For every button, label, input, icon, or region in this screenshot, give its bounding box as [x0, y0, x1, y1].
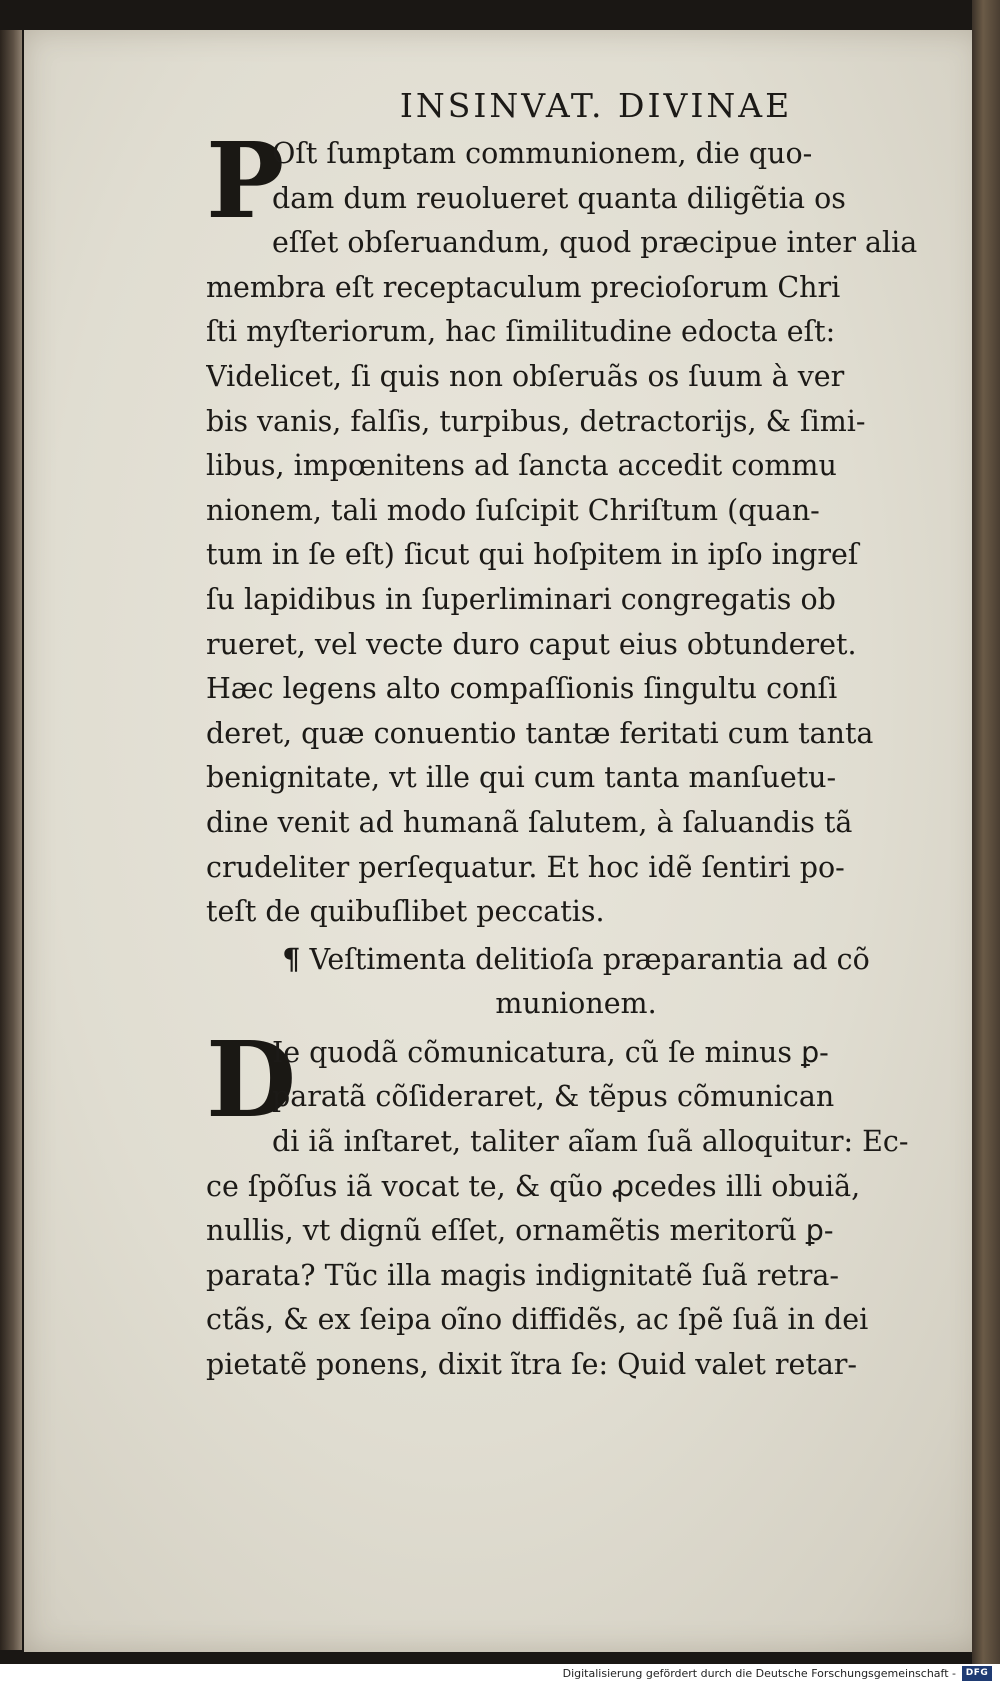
text-line: pietatẽ ponens, dixit ĩtra ſe: Quid valet retar- — [206, 1348, 858, 1382]
pilcrow-icon: ¶ — [282, 941, 301, 976]
text-line: Oſt ſumptam communionem, die quo- — [272, 137, 813, 170]
text-line: parata? Tũc illa magis indignitatẽ ſuã retra- — [206, 1258, 839, 1292]
text-line: Hæc legens alto compaſſionis ſingultu conſi — [206, 672, 838, 706]
section-heading-line-2: munionem. — [495, 987, 657, 1021]
text-line: Videlicet, ſi quis non obſeruãs os ſuum à ver — [206, 359, 845, 393]
text-line: teſt de quibuſlibet peccatis. — [206, 895, 605, 929]
text-line: dam dum reuolueret quanta diligẽtia os — [272, 181, 846, 215]
text-line: paratã cõſideraret, & tẽpus cõmunican — [272, 1080, 835, 1114]
text-line: crudeliter perſequatur. Et hoc idẽ ſentiri po- — [206, 850, 845, 884]
text-block — [206, 86, 946, 1388]
text-line: Ie quodã cõmunicatura, cũ ſe minus ꝑ- — [272, 1035, 829, 1069]
page-leaf — [24, 30, 982, 1652]
text-line: benignitate, vt ille qui cum tanta manſuetu- — [206, 761, 837, 795]
text-line: deret, quæ conuentio tantæ feritati cum tanta — [206, 716, 874, 750]
book-edge-right — [972, 0, 1000, 1686]
paragraph-2 — [206, 1017, 946, 1388]
text-line: dine venit ad humanã ſalutem, à ſaluandis tã — [206, 805, 853, 839]
text-line: ſu lapidibus in ſuperliminari congregatis ob — [206, 582, 836, 616]
text-line: libus, impœnitens ad ſancta accedit commu — [206, 449, 837, 483]
drop-initial-d: D — [206, 1017, 297, 1141]
text-line: membra eſt receptaculum precioſorum Chri — [206, 270, 841, 304]
drop-initial-p: P — [206, 119, 285, 242]
paragraph-1 — [206, 119, 946, 935]
text-line: tum in ſe eſt) ſicut qui hoſpitem in ipſo ingreſ — [206, 538, 859, 572]
text-line: ce ſpõſus iã vocat te, & qũo ꝓcedes illi obuiã, — [206, 1169, 861, 1203]
digitization-credit: Digitalisierung gefördert durch die Deutsche Forschungsgemeinschaft - — [562, 1667, 956, 1680]
running-head: INSINVAT. DIVINAE — [399, 86, 793, 125]
dfg-logo: DFG — [962, 1666, 992, 1681]
text-line: ſti myſteriorum, hac ſimilitudine edocta eſt: — [206, 315, 836, 349]
text-line: di iã inſtaret, taliter aĩam ſuã alloquitur: Ec- — [272, 1125, 909, 1159]
section-heading-line-1: Veſtimenta delitioſa præparantia ad cõ — [309, 942, 870, 976]
text-line: eſſet obſeruandum, quod præcipue inter alia — [272, 226, 918, 260]
book-edge-left — [0, 30, 22, 1650]
section-heading — [206, 937, 946, 1027]
text-line: ctãs, & ex ſeipa oĩno diffidẽs, ac ſpẽ ſuã in dei — [206, 1303, 869, 1337]
text-line: rueret, vel vecte duro caput eius obtunderet. — [206, 627, 857, 661]
text-line: nullis, vt dignũ eſſet, ornamẽtis meritorũ ꝑ- — [206, 1214, 834, 1248]
text-line: bis vanis, falſis, turpibus, detractorijs, & ſimi- — [206, 404, 866, 438]
text-line: nionem, tali modo ſuſcipit Chriſtum (quan- — [206, 493, 820, 527]
